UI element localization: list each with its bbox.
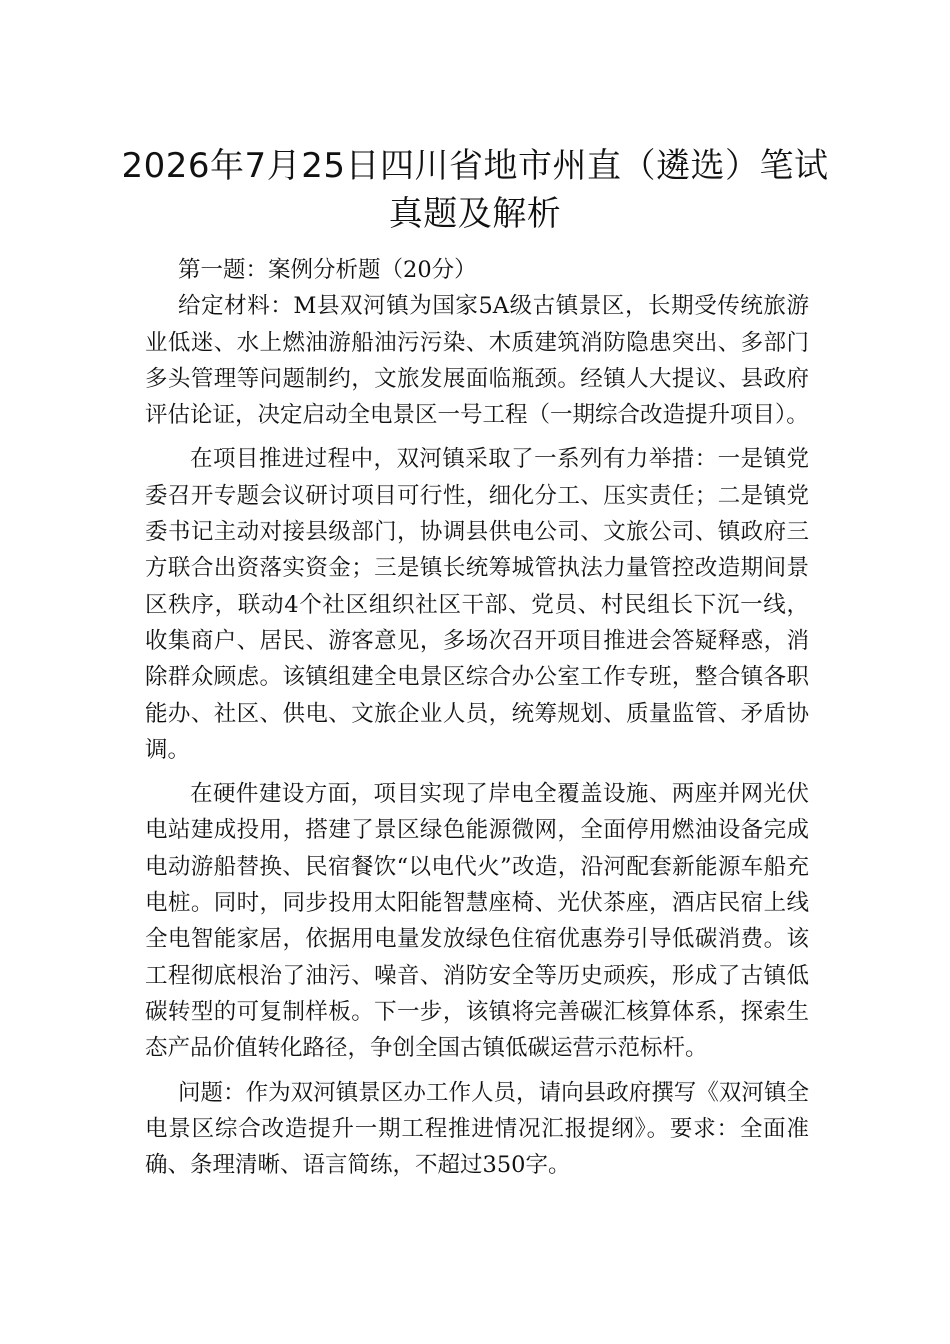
document-title: 2026年7月25日四川省地市州直（遴选）笔试真题及解析 [121,146,829,234]
hardware-construction-paragraph: 在硬件建设方面，项目实现了岸电全覆盖设施、两座并网光伏电站建成投用，搭建了景区绿色能源微网，全面停用燃油设备完成电动游船替换、民宿餐饮“以电代火”改造，沿河配套新能源车船充电桩。同时，同步投用太阳能智慧座椅、光伏茶座，酒店民宿上线全电智能家居，依据用电量发放绿色住宿优惠券引导低碳消费。该工程彻底根治了油污、噪音、消防安全等历史顽疾，形成了古镇低碳转型的可复制样板。下一步，该镇将完善碳汇核算体系，探索生态产品价值转化路径，争创全国古镇低碳运营示范标杆。 [145,781,809,1062]
given-material-paragraph: 给定材料：M县双河镇为国家5A级古镇景区，长期受传统旅游业低迷、水上燃油游船油污污染、木质建筑消防隐患突出、多部门多头管理等问题制约，文旅发展面临瓶颈。经镇人大提议、县政府评估论证，决定启动全电景区一号工程（一期综合改造提升项目）。 [145,293,809,429]
question-heading: 第一题：案例分析题（20分） [178,257,477,283]
question-prompt-paragraph: 问题：作为双河镇景区办工作人员，请向县政府撰写《双河镇全电景区综合改造提升一期工程推进情况汇报提纲》。要求：全面准确、条理清晰、语言简练，不超过350字。 [145,1079,809,1179]
document-body [145,252,809,1183]
project-measures-paragraph: 在项目推进过程中，双河镇采取了一系列有力举措：一是镇党委召开专题会议研讨项目可行性，细化分工、压实责任；二是镇党委书记主动对接县级部门，协调县供电公司、文旅公司、镇政府三方联合出资落实资金；三是镇长统筹城管执法力量管控改造期间景区秩序，联动4个社区组织社区干部、党员、村民组长下沉一线，收集商户、居民、游客意见，多场次召开项目推进会答疑释惑，消除群众顾虑。该镇组建全电景区综合办公室工作专班，整合镇各职能办、社区、供电、文旅企业人员，统筹规划、质量监管、矛盾协调。 [145,446,809,763]
